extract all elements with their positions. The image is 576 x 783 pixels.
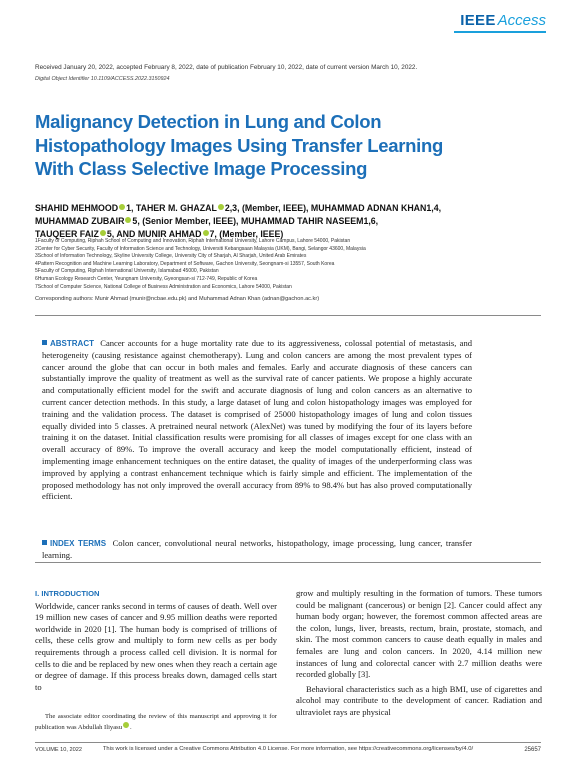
body-paragraph: grow and multiply resulting in the formation of tumors. These tumors could be malignant (cancerous) or benign [2]. Cancer could affect any human body organ; however, the foremost common affected areas are the colon, lungs, liver, breasts, rectum, brain, prostate, stomach, and skin. The most common cancers to cause death equally in males and females are lung and colon cancers. In 2020, 4.14 million new instances of lung and colorectal cancer with 2.7 million deaths were recorded globally [3]. (296, 588, 542, 680)
author-name: TAUQEER FAIZ (35, 228, 99, 239)
body-paragraph: Behavioral characteristics such as a high BMI, use of cigarettes and alcohol may contribute to the development of cancer. Radiation and ultraviolet rays are physical (296, 683, 542, 717)
footer-license[interactable]: This work is licensed under a Creative Commons Attribution 4.0 License. For more information, see https://creativecommons.org/licenses/by/4.0/ (102, 746, 474, 752)
affiliation-item: 3School of Information Technology, Skyline University College, University City of Sharjah, Al Sharjah, United Arab Emirates (35, 253, 307, 260)
affiliation-item: 1Faculty of Computing, Riphah School of Computing and Innovation, Riphah International University, Lahore Campus, Lahore 54000, Pakistan (35, 238, 351, 244)
abstract-label: ABSTRACT (50, 339, 94, 348)
orcid-icon[interactable] (203, 230, 209, 236)
author-name: SHAHID MEHMOOD (35, 203, 119, 213)
author-affil-marker: 1,6, (363, 215, 379, 226)
author-line-1 (35, 202, 545, 215)
author-name: 5, AND MUNIR AHMAD (106, 228, 202, 239)
orcid-icon[interactable] (218, 204, 224, 210)
footer-divider (35, 742, 541, 743)
square-bullet-icon (42, 340, 47, 345)
logo-ieee-text: IEEE (460, 12, 496, 29)
index-terms-block (42, 538, 472, 562)
author-name: 2,3, (Member, IEEE), MUHAMMAD ADNAN KHAN (224, 203, 427, 213)
affiliation-item: 7School of Computer Science, National College of Business Administration and Economics, Lahore 54000, Pakistan (35, 283, 292, 290)
square-bullet-icon (42, 540, 47, 545)
author-list (35, 202, 545, 240)
doi-line: Digital Object Identifier 10.1109/ACCESS.2022.3150924 (35, 76, 170, 82)
received-dates: Received January 20, 2022, accepted February 8, 2022, date of publication February 10, 2022, date of current version March 10, 2022. (35, 64, 418, 71)
paper-title (35, 110, 505, 181)
author-name: MUHAMMAD ZUBAIR (35, 215, 125, 226)
divider (35, 562, 541, 563)
title-line-3: With Class Selective Image Processing (35, 158, 368, 179)
affiliation-item: 5Faculty of Computing, Riphah International University, Islamabad 45000, Pakistan (35, 268, 219, 275)
abstract-block (42, 338, 472, 503)
orcid-icon[interactable] (123, 722, 129, 728)
author-name: 5, (Senior Member, IEEE), MUHAMMAD TAHIR NASEEM (132, 215, 364, 226)
orcid-icon[interactable] (119, 204, 125, 210)
footer-volume: VOLUME 10, 2022 (35, 747, 82, 753)
ieee-access-logo (460, 13, 546, 29)
index-terms-text: Colon cancer, convolutional neural networks, histopathology, image processing, lung cancer, transfer learning. (42, 538, 472, 560)
logo-underline (454, 31, 546, 33)
section-heading: I. INTRODUCTION (35, 589, 100, 598)
author-name: 7, (Member, IEEE) (209, 228, 284, 239)
logo-access-text: Access (497, 12, 546, 29)
body-column-right (296, 588, 542, 719)
body-column-left (35, 588, 277, 693)
affiliation-item: 4Pattern Recognition and Machine Learning Laboratory, Department of Software, Gachon University, Seongnam-si 13557, South Korea (35, 260, 335, 267)
page-number: 25657 (524, 747, 541, 753)
affiliation-list (35, 238, 555, 291)
abstract-text: Cancer accounts for a huge mortality rate due to its aggressiveness, colossal potential of metastasis, and heterogeneity (causing resistance against chemotherapy). Lung and colon cancers are among the most prevalent types of cancer around the globe that can occur in both males and females. Early and accurate diagnosis of these cancers can substantially improve the quality of treatment as well as the survival rate of cancer patients. We propose a highly accurate and computationally efficient model for the swift and accurate diagnosis of lung and colon cancers as an alternative to current cancer detection methods. In this study, a large dataset of lung and colon histopathology images was employed for training and the validation process. The dataset is comprised of 25000 histopathology images of lung and colon tissues equally divided into 5 classes. A pretrained neural network (AlexNet) was tuned by modifying the four of its layers before training it on the dataset. Initial classification results were promising for all classes of images except for one class with an overall accuracy of 89%. To improve the overall accuracy and keep the model computationally efficient, instead of implementing image enhancement techniques on the entire dataset, the quality of images of the underperforming class was improved by applying a contrast enhancement technique which is fairly simple and efficient. The implementation of the proposed methodology has not only improved the overall accuracy from 89% to 98.4% but has also proved computationally efficient. (42, 338, 472, 502)
footnote-text: The associate editor coordinating the review of this manuscript and approving it for publication was Abdullah Iliyasu (35, 713, 277, 731)
author-name: 1, TAHER M. GHAZAL (126, 203, 217, 213)
divider (35, 315, 541, 316)
body-paragraph: Worldwide, cancer ranks second in terms of causes of death. Well over 19 million new cases of cancer and 9.95 million deaths were reported worldwide in 2020 [1]. The human body is comprised of trillions of cells, these cells grow and multiply to form new cells as per body requirements through a process called cell division. It is normal for cells to die and be replaced by new ones when they reach a certain age or degree of damage. If this process breaks down, damaged cells start to (35, 600, 277, 692)
orcid-icon[interactable] (125, 217, 131, 223)
corresponding-authors: Corresponding authors: Munir Ahmad (munir@ncbae.edu.pk) and Muhammad Adnan Khan (adnan@gachon.ac.kr) (35, 296, 320, 302)
title-line-1: Malignancy Detection in Lung and Colon (35, 111, 382, 132)
title-line-2: Histopathology Images Using Transfer Learning (35, 134, 443, 156)
orcid-icon[interactable] (100, 230, 106, 236)
editor-footnote: The associate editor coordinating the review of this manuscript and approving it for publication was Abdullah Iliyasu . (35, 713, 277, 731)
index-terms-label: INDEX TERMS (50, 539, 107, 548)
author-line-2 (35, 215, 545, 228)
affiliation-item: 2Center for Cyber Security, Faculty of Information Science and Technology, Universiti Kebangsaan Malaysia (UKM), Bangi, Selangor 43600, Malaysia (35, 245, 366, 252)
author-affil-marker: 1,4, (426, 203, 442, 213)
affiliation-item: 6Human Ecology Research Center, Yeungnam University, Gyeongsan-si 712-749, Republic of Korea (35, 275, 258, 282)
